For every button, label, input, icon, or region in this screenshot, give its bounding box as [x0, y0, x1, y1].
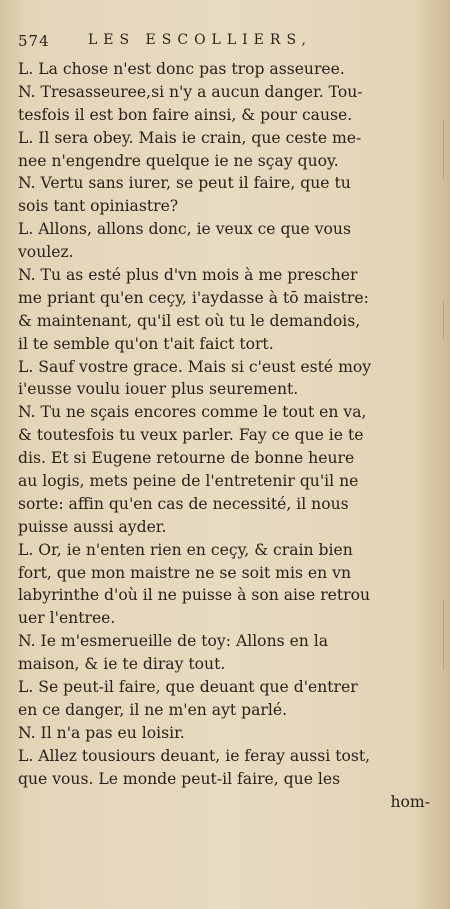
page-number: 574: [18, 32, 50, 50]
running-title: LES ESCOLLIERS,: [88, 32, 312, 48]
text-line: sorte: affin qu'en cas de necessité, il nous: [18, 494, 349, 513]
text-line: N. Tu as esté plus d'vn mois à me prescher: [18, 266, 358, 285]
text-line: N. Tu ne sçais encores comme le tout en va,: [18, 403, 367, 422]
text-line: puisse aussi ayder.: [18, 517, 167, 536]
text-line: L. Allons, allons donc, ie veux ce que vous: [18, 220, 351, 239]
text-line: tesfois il est bon faire ainsi, & pour cause.: [18, 105, 353, 124]
text-line: N. Tresasseuree,si n'y a aucun danger. Tou-: [18, 82, 363, 101]
text-line: uer l'entree.: [18, 609, 116, 628]
text-line: N. Il n'a pas eu loisir.: [18, 723, 185, 742]
text-line: L. Sauf vostre grace. Mais si c'eust esté moy: [18, 357, 372, 376]
text-line: sois tant opiniastre?: [18, 197, 179, 216]
catchword: hom-: [390, 792, 430, 811]
text-line: i'eusse voulu iouer plus seurement.: [18, 380, 299, 399]
text-line: labyrinthe d'où il ne puisse à son aise retrou: [18, 586, 371, 605]
text-line: voulez.: [18, 243, 74, 262]
text-line: que vous. Le monde peut-il faire, que les: [18, 769, 341, 788]
text-line: & maintenant, qu'il est où tu le demandois,: [18, 311, 361, 330]
page-edge-mark: [443, 120, 444, 180]
text-line: L. Or, ie n'enten rien en ceçy, & crain bien: [18, 540, 353, 559]
text-line: N. Ie m'esmerueille de toy: Allons en la: [18, 632, 329, 651]
text-line: en ce danger, il ne m'en ayt parlé.: [18, 700, 288, 719]
page-edge-mark: [443, 300, 444, 340]
text-line: L. Se peut-il faire, que deuant que d'entrer: [18, 678, 358, 697]
text-line: N. Vertu sans iurer, se peut il faire, que tu: [18, 174, 351, 193]
text-line: il te semble qu'on t'ait faict tort.: [18, 334, 274, 353]
text-line: maison, & ie te diray tout.: [18, 655, 226, 674]
text-line: & toutesfois tu veux parler. Fay ce que ie te: [18, 426, 364, 445]
page-header: [18, 32, 428, 54]
text-line: au logis, mets peine de l'entretenir qu'il ne: [18, 472, 359, 491]
text-line: nee n'engendre quelque ie ne sçay quoy.: [18, 151, 339, 170]
text-line: dis. Et si Eugene retourne de bonne heure: [18, 449, 355, 468]
text-line: fort, que mon maistre ne se soit mis en vn: [18, 563, 351, 582]
text-line: L. Allez tousiours deuant, ie feray aussi tost,: [18, 746, 371, 765]
body-text: [18, 58, 430, 813]
text-line: L. La chose n'est donc pas trop asseuree.: [18, 60, 345, 78]
text-line: me priant qu'en ceçy, i'aydasse à tō maistre:: [18, 288, 369, 307]
page-edge-mark: [443, 600, 444, 670]
text-line: L. Il sera obey. Mais ie crain, que ceste me-: [18, 128, 362, 147]
